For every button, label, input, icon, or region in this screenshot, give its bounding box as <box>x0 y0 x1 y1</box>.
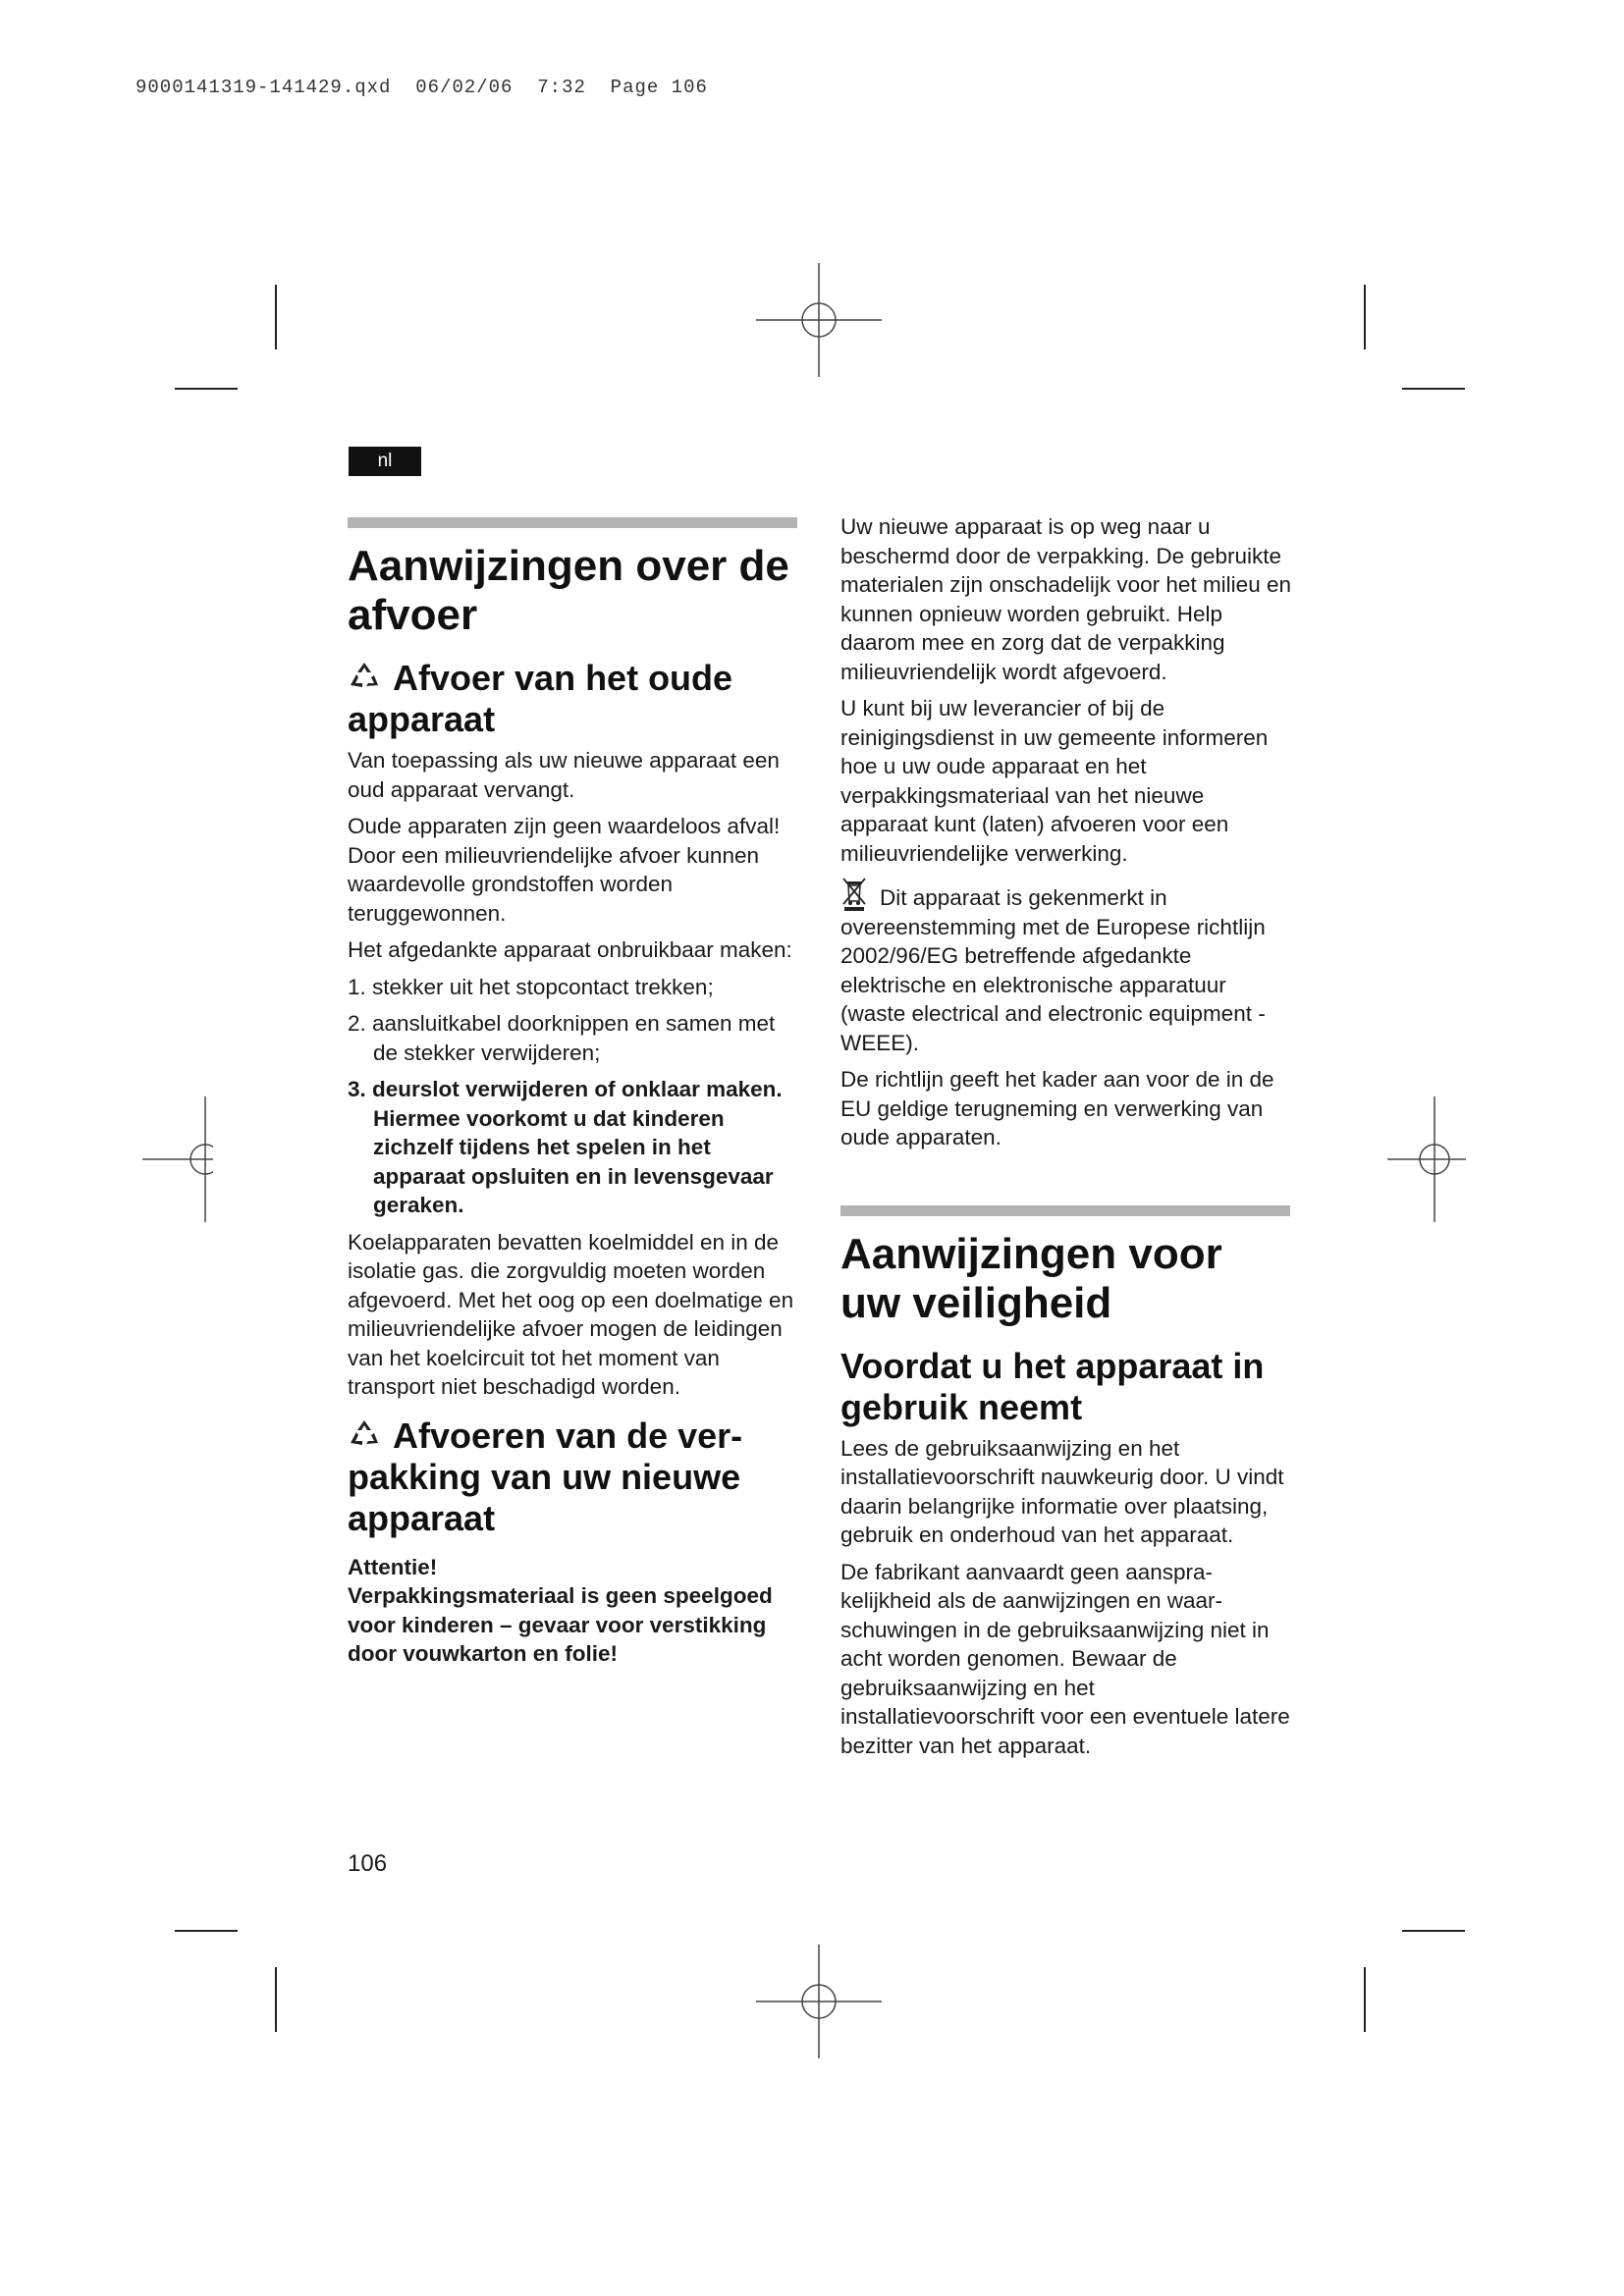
crop-mark <box>175 1930 238 1932</box>
paragraph: Oude apparaten zijn geen waardeloos afval! Door een milieuvriendelijke afvoer kunnen waardevolle grondstoffen worden teruggewonnen. <box>348 814 781 926</box>
steps-list <box>348 973 799 1220</box>
registration-mark-icon <box>142 1096 213 1222</box>
heading-text: Afvoeren van de ver-pakking van uw nieuwe apparaat <box>348 1415 743 1538</box>
crop-mark <box>1364 1967 1366 2032</box>
list-item: 1. stekker uit het stopcontact trekken; <box>348 974 714 999</box>
heading-text: Afvoer van het oude apparaat <box>348 658 733 739</box>
section-rule <box>840 1205 1290 1216</box>
attention-label: Attentie! <box>348 1554 438 1579</box>
section-rule <box>348 517 797 528</box>
paragraph-text: Dit apparaat is gekenmerkt in overeenstemming met de Europese richtlijn 2002/96/EG betreffende afgedankte elektrische en elektronische apparatuur (waste electrical and electronic equipment - WEEE). <box>840 885 1266 1055</box>
recycle-icon <box>348 660 381 693</box>
warning-text: Verpakkingsmateriaal is geen speelgoed voor kinderen – gevaar voor verstikking door vouwkarton en folie! <box>348 1583 773 1666</box>
disposal-title: Aanwijzingen over de afvoer <box>348 542 789 639</box>
paragraph: Van toepassing als uw nieuwe apparaat een oud apparaat vervangt. <box>348 748 780 802</box>
before-use-heading: Voordat u het apparaat in gebruik neemt <box>840 1345 1265 1427</box>
paragraph: U kunt bij uw leverancier of bij de reinigingsdienst in uw gemeente informeren hoe u uw oude apparaat en het verpakkingsmateriaal van het nieuwe apparaat kunt (laten) afvoeren voor een milieuvriendelijke verwerking. <box>840 696 1269 866</box>
crop-mark <box>275 285 277 349</box>
paragraph: Uw nieuwe apparaat is op weg naar u beschermd door de verpakking. De gebruikte materialen zijn onschadelijk voor het milieu en kunnen opnieuw worden gebruikt. Help daarom mee en zorg dat de verpakking milieuvriendelijk wordt afgevoerd. <box>840 514 1291 684</box>
left-column <box>348 517 799 1677</box>
weee-bin-icon <box>840 876 868 911</box>
list-item: 2. aansluitkabel doorknippen en samen met de stekker verwijderen; <box>348 1011 776 1065</box>
crop-mark <box>275 1967 277 2032</box>
registration-mark-icon <box>756 1939 882 2064</box>
recycle-icon <box>348 1417 381 1451</box>
registration-mark-icon <box>1387 1096 1466 1222</box>
paragraph: De fabrikant aanvaardt geen aanspra-kelijkheid als de aanwijzingen en waar-schuwingen in de gebruiksaanwijzing niet in acht worden genomen. Bewaar de gebruiksaanwijzing en het installatievoorschrift voor een eventuele latere bezitter van het apparaat. <box>840 1559 1290 1758</box>
print-slug: 9000141319-141429.qxd 06/02/06 7:32 Page 106 <box>135 77 708 98</box>
paragraph: Lees de gebruiksaanwijzing en het installatievoorschrift nauwkeurig door. U vindt daarin belangrijke informatie over plaatsing, gebruik en onderhoud van het apparaat. <box>840 1435 1284 1547</box>
page-number: 106 <box>348 1850 388 1877</box>
crop-mark <box>1364 285 1366 349</box>
paragraph: De richtlijn geeft het kader aan voor de in de EU geldige terugneming en verwerking van oude apparaten. <box>840 1067 1274 1149</box>
crop-mark <box>1402 1930 1465 1932</box>
language-tab: nl <box>349 447 421 476</box>
packaging-heading <box>348 1415 799 1539</box>
crop-mark <box>175 388 238 390</box>
paragraph: Het afgedankte apparaat onbruikbaar maken: <box>348 937 792 962</box>
safety-title: Aanwijzingen voor uw veiligheid <box>840 1229 1222 1327</box>
paragraph: Koelapparaten bevatten koelmiddel en in de isolatie gas. die zorgvuldig moeten worden afgevoerd. Met het oog op een doelmatige en milieuvriendelijke afvoer mogen de leidingen van het koelcircuit tot het moment van transport niet beschadigd worden. <box>348 1229 794 1399</box>
weee-paragraph <box>840 876 1292 1057</box>
crop-mark <box>1402 388 1465 390</box>
old-appliance-heading <box>348 658 799 740</box>
right-column <box>840 512 1292 1768</box>
list-item: 3. deurslot verwijderen of onklaar maken. Hiermee voorkomt u dat kinderen zichzelf tijdens het spelen in het apparaat opsluiten en in levensgevaar geraken. <box>348 1077 783 1217</box>
registration-mark-icon <box>756 257 882 383</box>
